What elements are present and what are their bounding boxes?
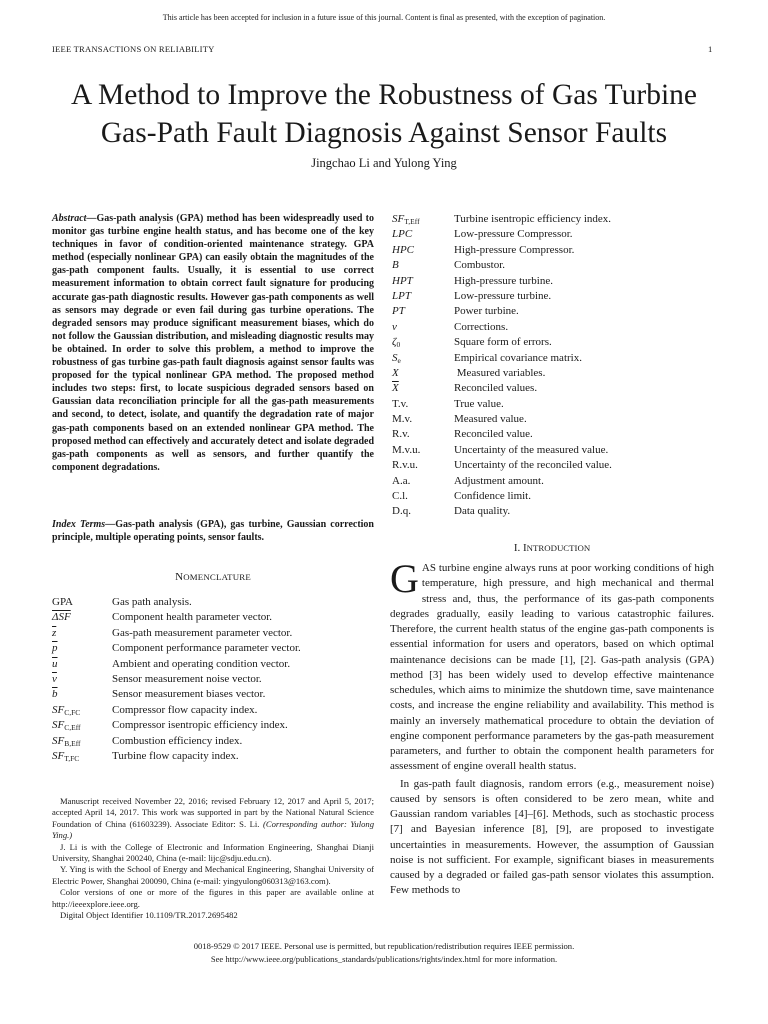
nomenclature-row	[392, 443, 712, 458]
nomenclature-definition: Empirical covariance matrix.	[454, 351, 582, 364]
nomenclature-row	[392, 289, 712, 304]
nomenclature-symbol: $S_e$	[392, 351, 401, 365]
nomenclature-row	[392, 427, 712, 442]
nomenclature-symbol: T.v.	[392, 397, 409, 410]
nomenclature-symbol: R.v.u.	[392, 459, 418, 472]
nomenclature-symbol: GPA	[52, 596, 73, 608]
index-terms	[52, 518, 374, 544]
abstract-text: Gas-path analysis (GPA) method has been widespreadly used to monitor gas turbine engine health status, and has become one of the key techniques in favor of condition-oriented maintenance strategy. GPA method (especially nonlinear GPA) can easily obtain the magnitudes of the gas-path component faults. Usually, it is essential to use correct measurement information to obtain correct fault signature for producing accurate gas-path diagnostic results. However gas-path components as well as sensors may degrade or even fail during gas turbine operations. The degraded sensors may produce significant measurement biases, which do not follow the Gaussian distribution, and misleading diagnostic results may be obtained. In order to solve this problem, a method to improve the robustness of gas turbine gas-path fault diagnosis against sensor faults was proposed for the typical nonlinear GPA method. The proposed method includes two steps: first, to locate suspicious degraded sensors based on Gaussian data reconciliation principle for all the gas-path measurements and second, to detect, isolate, and quantify the degradation rate of major gas-path components based on an extended nonlinear GPA method. The proposed method can effectively and accurately detect and isolate degraded gas-path components as well as sensors, and further quantify the component degradations.	[52, 213, 374, 473]
nomenclature-definition: Combustor.	[454, 259, 506, 272]
nomenclature-definition: Reconciled value.	[454, 428, 533, 441]
nomenclature-row	[392, 274, 712, 289]
nomenclature-definition: Combustion efficiency index.	[112, 734, 243, 747]
nomenclature-row	[52, 718, 374, 733]
nomenclature-definition: Low-pressure turbine.	[454, 289, 552, 302]
nomenclature-row	[392, 458, 712, 473]
nomenclature-symbol: HPC	[392, 243, 414, 256]
nomenclature-row	[52, 672, 374, 687]
index-terms-text: Gas-path analysis (GPA), gas turbine, Gaussian correction principle, multiple operating points, sensor faults.	[52, 519, 374, 544]
nomenclature-symbol: $\overline{b}$	[52, 688, 58, 701]
title-line-2: Gas-Path Fault Diagnosis Against Sensor Faults	[100, 117, 668, 149]
nomenclature-row	[392, 397, 712, 412]
nomenclature-row	[392, 212, 712, 227]
nomenclature-symbol: M.v.	[392, 413, 413, 426]
nomenclature-symbol: D.q.	[392, 505, 411, 518]
nomenclature-definition: Uncertainty of the reconciled value.	[454, 459, 612, 472]
nomenclature-definition: Gas-path measurement parameter vector.	[112, 626, 293, 639]
nomenclature-symbol: $\zeta_0$	[392, 336, 401, 350]
nomenclature-row	[52, 657, 374, 672]
nomenclature-row	[392, 504, 712, 519]
nomenclature-row	[52, 749, 374, 764]
copyright-line: 0018-9529 © 2017 IEEE. Personal use is permitted, but republication/redistribution requires IEEE permission.	[193, 941, 575, 951]
nomenclature-row	[52, 734, 374, 749]
nomenclature-definition: Gas path analysis.	[112, 596, 192, 608]
nomenclature-row	[392, 335, 712, 350]
nomenclature-definition: Measured variables.	[454, 366, 546, 379]
doi: Digital Object Identifier 10.1109/TR.2017.2695482	[60, 910, 238, 921]
nomenclature-symbol: $SF_{B,Eff}$	[52, 734, 81, 748]
nomenclature-definition: Sensor measurement biases vector.	[112, 688, 266, 701]
nomenclature-symbol: $SF_{T,FC}$	[52, 749, 80, 763]
nomenclature-row	[392, 412, 712, 427]
nomenclature-table-continued	[392, 212, 712, 520]
nomenclature-symbol: ν	[392, 320, 397, 333]
nomenclature-symbol: HPT	[392, 274, 413, 287]
nomenclature-definition: Compressor isentropic efficiency index.	[112, 719, 288, 732]
nomenclature-definition: Power turbine.	[454, 305, 519, 318]
nomenclature-row	[52, 610, 374, 625]
nomenclature-definition: Data quality.	[454, 505, 511, 518]
drop-cap: G	[390, 556, 419, 601]
nomenclature-definition: Low-pressure Compressor.	[454, 228, 573, 241]
nomenclature-symbol: $SF_{T,Eff}$	[392, 213, 420, 226]
nomenclature-definition: Uncertainty of the measured value.	[454, 443, 609, 456]
paper-authors: Jingchao Li and Yulong Ying	[311, 156, 457, 170]
nomenclature-symbol: LPC	[392, 228, 413, 241]
nomenclature-definition: Corrections.	[454, 320, 509, 333]
nomenclature-definition: Reconciled values.	[454, 382, 538, 395]
nomenclature-definition: Confidence limit.	[454, 490, 531, 503]
introduction-body	[390, 556, 714, 899]
nomenclature-definition: Ambient and operating condition vector.	[112, 657, 291, 670]
nomenclature-symbol: R.v.	[392, 428, 410, 441]
nomenclature-row	[392, 320, 712, 335]
nomenclature-heading: NOMENCLATURE	[175, 571, 251, 583]
color-figures-note: Color versions of one or more of the figures in this paper are available online at http://ieeexplore.ieee.org.	[52, 887, 374, 909]
rights-link: See http://www.ieee.org/publications_standards/publications/rights/index.html for more information.	[210, 954, 558, 964]
nomenclature-symbol: $SF_{C,Eff}$	[52, 719, 81, 733]
nomenclature-row	[52, 595, 374, 610]
nomenclature-definition: True value.	[454, 397, 504, 410]
copyright-footer	[0, 940, 768, 966]
nomenclature-row	[392, 304, 712, 319]
nomenclature-row	[52, 687, 374, 702]
index-terms-label: Index Terms—	[52, 519, 116, 530]
nomenclature-symbol: $\overline{u}$	[52, 657, 58, 670]
nomenclature-definition: Component performance parameter vector.	[112, 642, 301, 655]
nomenclature-row	[392, 258, 712, 273]
nomenclature-symbol: C.l.	[392, 490, 408, 503]
abstract-label: Abstract—	[52, 213, 97, 224]
nomenclature-definition: Adjustment amount.	[454, 474, 544, 487]
section-heading-introduction: I. INTRODUCTION	[513, 542, 591, 554]
nomenclature-row	[392, 366, 712, 381]
nomenclature-symbol: X	[392, 366, 399, 379]
nomenclature-symbol: LPT	[392, 289, 411, 302]
abstract	[52, 212, 374, 474]
nomenclature-definition: High-pressure turbine.	[454, 274, 553, 287]
nomenclature-row	[52, 703, 374, 718]
author-affiliation-2: Y. Ying is with the School of Energy and Mechanical Engineering, Shanghai University of Electric Power, Shanghai 200090, China (e-mail: yingyulong060313@163.com).	[52, 864, 374, 886]
nomenclature-row	[392, 489, 712, 504]
nomenclature-symbol: PT	[392, 305, 405, 318]
nomenclature-definition: Sensor measurement noise vector.	[112, 672, 262, 685]
nomenclature-symbol: $\overline{z}$	[52, 626, 57, 639]
paper-title	[0, 76, 768, 152]
nomenclature-symbol: $\overline{p}$	[52, 642, 58, 655]
acceptance-banner: This article has been accepted for inclusion in a future issue of this journal. Content is final as presented, with the exception of pagination.	[162, 13, 606, 22]
intro-paragraph-1: GAS turbine engine always runs at poor working conditions of high temperature, high pressure, and high mechanical and thermal stress and, thus, the performance of its gas-path components degrades gradually, easily leading to various catastrophic failures. Therefore, the current health status of the engine gas-path components is essential information for users and operators, based on which optimal maintenance decisions can be made [1], [2]. Gas-path analysis (GPA) method [3] has been widely used to develop effective maintenance schedules, which aims to minimize the shutdown time, save maintenance costs, and increase the engine reliability and availability. This method is mainly an inversely mathematical procedure to obtain the deviation of engine component performance parameters by the gas-path measurement parameters, and further to obtain the component health parameters for assessment of engine overall health status.	[390, 556, 714, 773]
nomenclature-row	[392, 474, 712, 489]
nomenclature-definition: Turbine isentropic efficiency index.	[454, 213, 612, 225]
manuscript-note: Manuscript received November 22, 2016; revised February 12, 2017 and April 5, 2017; accepted April 14, 2017. This work was supported in part by the National Natural Science Foundation of China (61603239). Associate Editor: S. Li. (Corresponding author: Yulong Ying.)	[52, 796, 374, 841]
title-line-1: A Method to Improve the Robustness of Gas Turbine	[70, 79, 698, 111]
nomenclature-table	[52, 595, 374, 764]
nomenclature-symbol: $\overline{\Delta SF}$	[52, 611, 71, 624]
nomenclature-row	[392, 243, 712, 258]
nomenclature-row	[392, 227, 712, 242]
first-page-footnotes	[52, 796, 374, 921]
page-number: 1	[708, 44, 713, 54]
nomenclature-row	[392, 381, 712, 396]
nomenclature-symbol: M.v.u.	[392, 443, 421, 456]
nomenclature-definition: Turbine flow capacity index.	[112, 749, 239, 762]
intro-paragraph-2: In gas-path fault diagnosis, random errors (e.g., measurement noise) caused by sensors is often considered to be zero mean, white and Gaussian random variables [4]–[6]. Methods, such as stochastic process [7] and Bayesian inference [8], [9], are proposed to investigate uncertainties in measurements. However, the assumption of Gaussian noise is not sufficient. For example, significant biases in measurements caused by a degraded or failed gas-path sensor violates this assumption. Few methods to	[390, 777, 714, 897]
nomenclature-symbol: $SF_{C,FC}$	[52, 703, 81, 717]
nomenclature-definition: High-pressure Compressor.	[454, 243, 575, 256]
journal-name: IEEE TRANSACTIONS ON RELIABILITY	[52, 44, 215, 54]
author-affiliation-1: J. Li is with the College of Electronic and Information Engineering, Shanghai Dianji University, Shanghai 200240, China (e-mail: lijc@sdju.edu.cn).	[52, 841, 374, 864]
nomenclature-symbol: A.a.	[392, 474, 411, 487]
nomenclature-symbol: $\overline{v}$	[52, 672, 57, 685]
nomenclature-row	[52, 626, 374, 641]
nomenclature-definition: Measured value.	[454, 413, 527, 426]
nomenclature-symbol: B	[392, 259, 399, 272]
nomenclature-symbol: $\overline{X}$	[392, 382, 399, 395]
nomenclature-row	[52, 641, 374, 656]
nomenclature-definition: Component health parameter vector.	[112, 611, 273, 624]
nomenclature-definition: Square form of errors.	[454, 336, 552, 349]
nomenclature-definition: Compressor flow capacity index.	[112, 703, 258, 716]
nomenclature-row	[392, 351, 712, 366]
